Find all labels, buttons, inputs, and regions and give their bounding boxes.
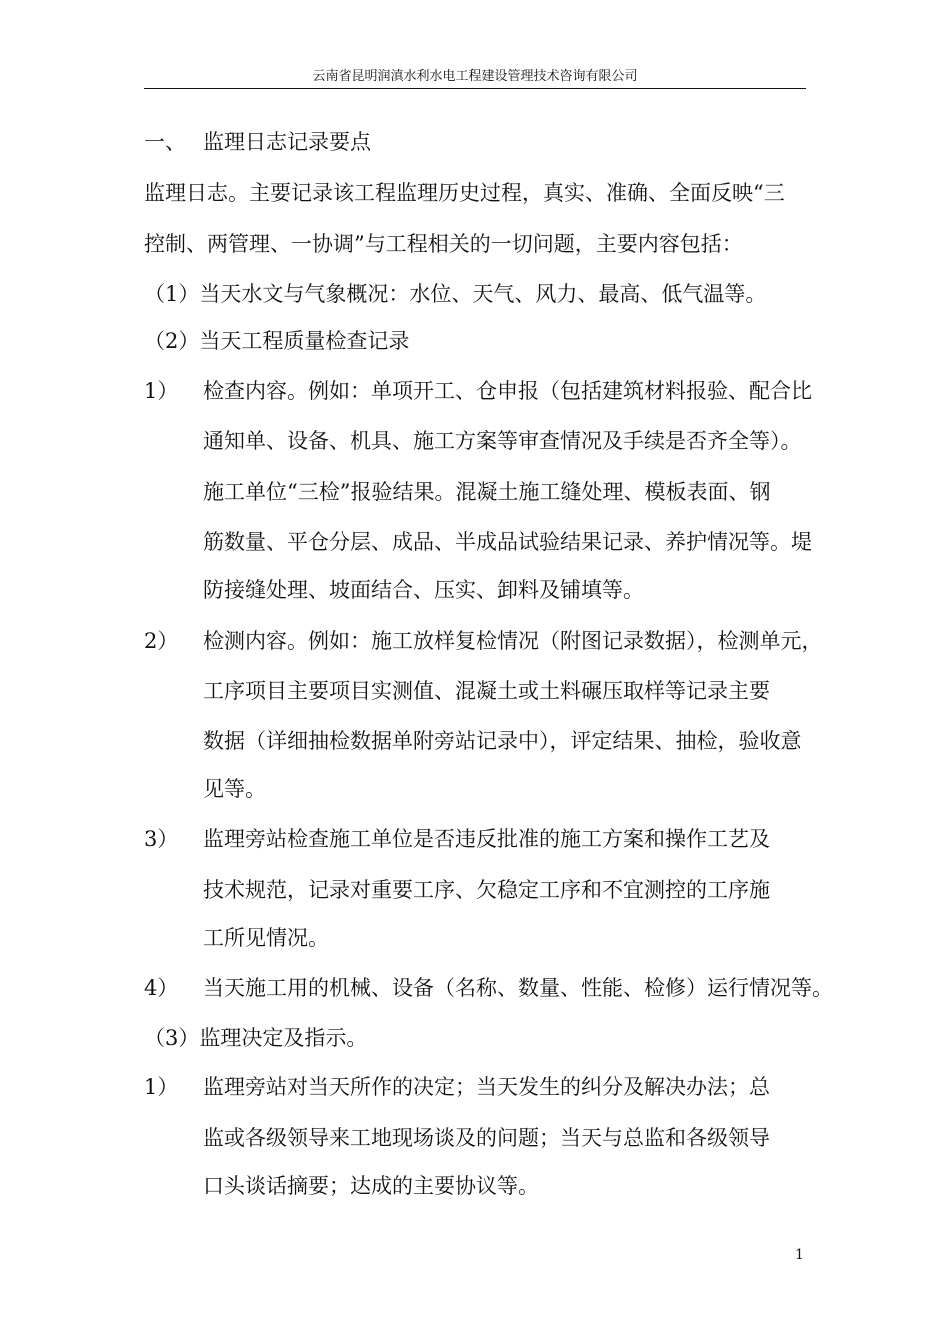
list-item-line: 监理旁站检查施工单位是否违反批准的施工方案和操作工艺及 [203, 827, 770, 851]
list-item-line: 工所见情况。 [203, 926, 329, 950]
list-item-line: 监或各级领导来工地现场谈及的问题；当天与总监和各级领导 [203, 1126, 770, 1150]
list-item-line: 工序项目主要项目实测值、混凝土或土料碾压取样等记录主要 [203, 679, 770, 703]
part1-heading: （1）当天水文与气象概况：水位、天气、风力、最高、低气温等。 [144, 282, 767, 306]
list-item-number: 2） [144, 629, 179, 653]
list-item-line: 筋数量、平仓分层、成品、半成品试验结果记录、养护情况等。堤 [203, 530, 812, 554]
list-item-line: 检查内容。例如：单项开工、仓申报（包括建筑材料报验、配合比 [203, 379, 812, 403]
list-item-line: 见等。 [203, 777, 266, 801]
section-heading [144, 128, 824, 156]
list-item-number: 1） [144, 379, 179, 403]
page-number: 1 [795, 1247, 804, 1263]
list-item-number: 4） [144, 976, 179, 1000]
list-item-number: 1） [144, 1075, 179, 1099]
list-item-line: 通知单、设备、机具、施工方案等审查情况及手续是否齐全等）。 [203, 429, 802, 453]
list-item-line: 检测内容。例如：施工放样复检情况（附图记录数据），检测单元， [203, 629, 823, 653]
section-title: 监理日志记录要点 [203, 130, 371, 154]
part3-heading: （3）监理决定及指示。 [144, 1026, 368, 1050]
intro-line-1: 监理日志。主要记录该工程监理历史过程，真实、准确、全面反映“三 [144, 181, 785, 205]
list-item-line: 技术规范，记录对重要工序、欠稳定工序和不宜测控的工序施 [203, 878, 770, 902]
list-item-line: 监理旁站对当天所作的决定；当天发生的纠分及解决办法；总 [203, 1075, 770, 1099]
list-item-line: 口头谈话摘要；达成的主要协议等。 [203, 1174, 539, 1198]
intro-line-2: 控制、两管理、一协调”与工程相关的一切问题，主要内容包括： [144, 232, 743, 256]
list-item-line: 防接缝处理、坡面结合、压实、卸料及铺填等。 [203, 578, 644, 602]
header-company-name: 云南省昆明润滇水利水电工程建设管理技术咨询有限公司 [312, 69, 638, 84]
part2-heading: （2）当天工程质量检查记录 [144, 329, 410, 353]
list-item-line: 数据（详细抽检数据单附旁站记录中），评定结果、抽检，验收意 [203, 729, 802, 753]
section-number: 一、 [144, 130, 186, 154]
list-item-line: 当天施工用的机械、设备（名称、数量、性能、检修）运行情况等。 [203, 976, 833, 1000]
page-header [144, 68, 806, 89]
list-item-number: 3） [144, 827, 179, 851]
list-item-line: 施工单位“三检”报验结果。混凝土施工缝处理、模板表面、钢 [203, 480, 771, 504]
